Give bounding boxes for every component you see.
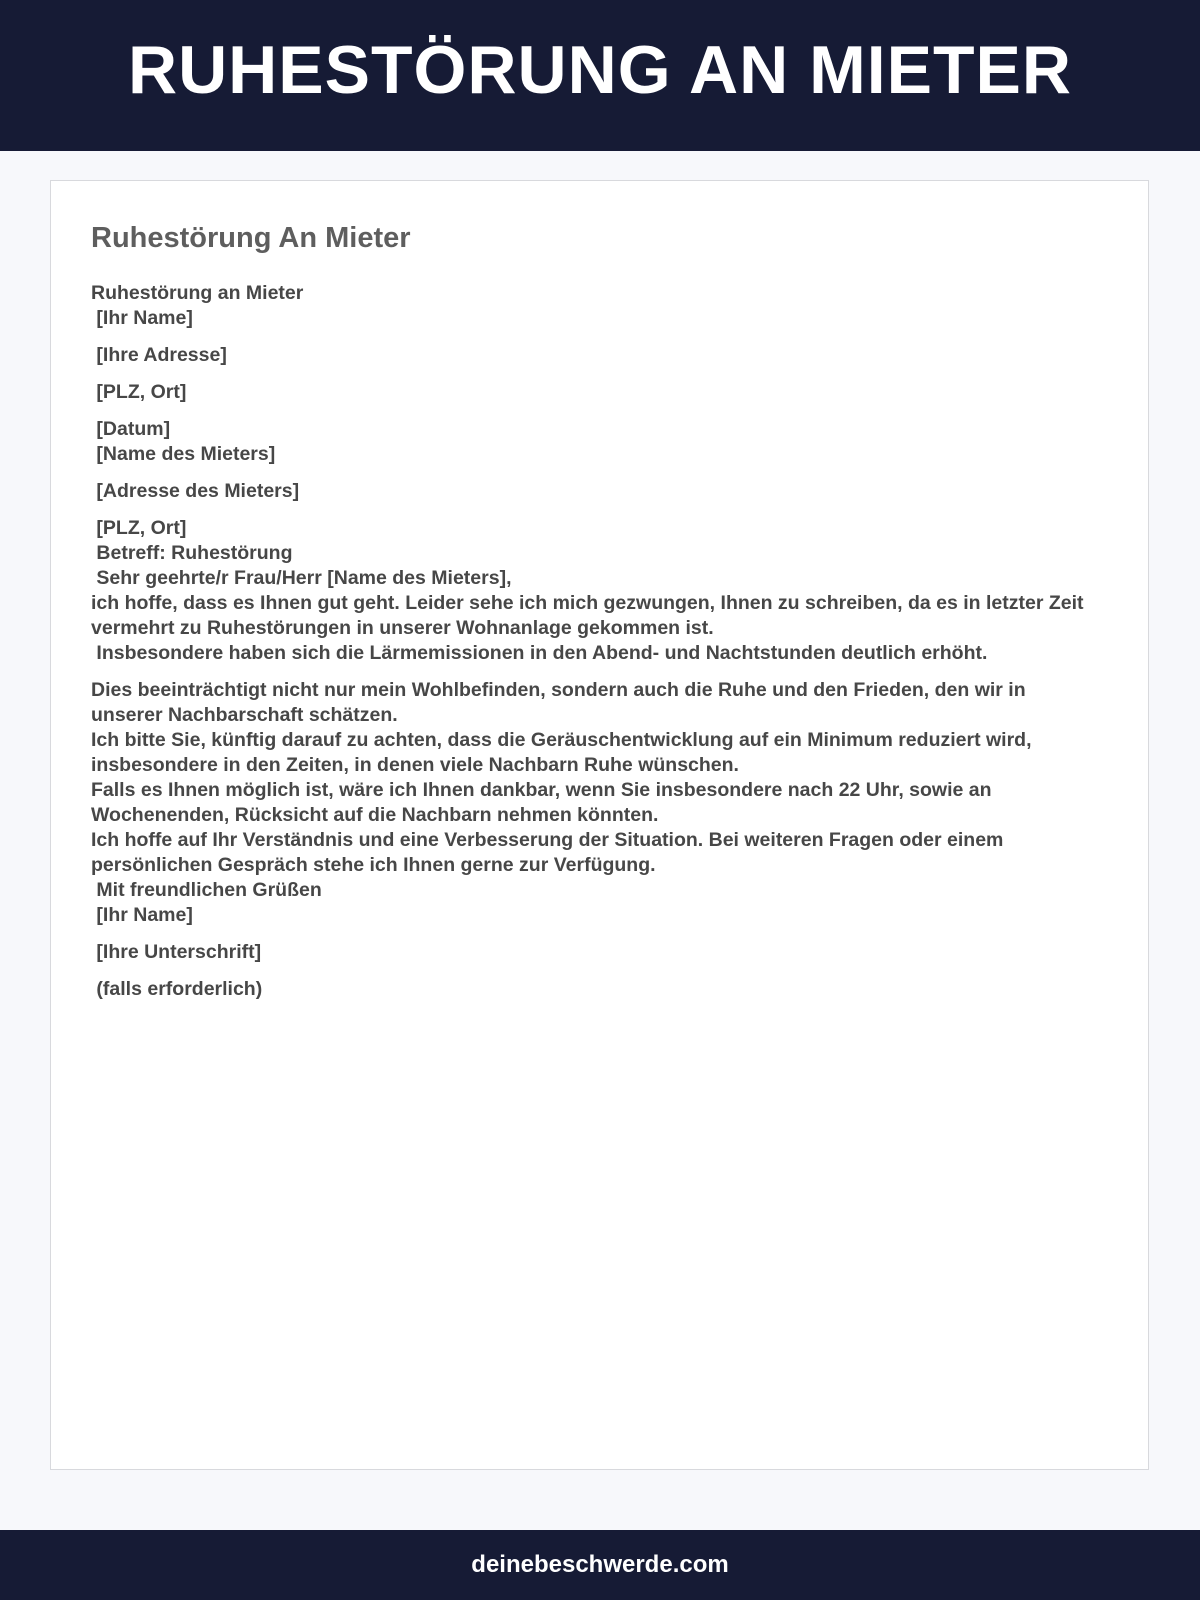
footer-site-link[interactable]: deinebeschwerde.com	[471, 1551, 729, 1578]
letter-paragraph: Ich hoffe auf Ihr Verständnis und eine Verbesserung der Situation. Bei weiteren Fragen oder einem persönlichen Gespräch stehe ich Ihnen gerne zur Verfügung.	[91, 829, 1009, 876]
signature-name: [Ihr Name]	[91, 904, 193, 926]
letter-paragraph: ich hoffe, dass es Ihnen gut geht. Leider sehe ich mich gezwungen, Ihnen zu schreiben, da es in letzter Zeit vermehrt zu Ruhestörungen in unserer Wohnanlage gekommen ist.	[91, 592, 1089, 639]
sender-address: [Ihre Adresse]	[91, 344, 227, 366]
letter-body	[91, 281, 1091, 1002]
letter-regarding: Betreff: Ruhestörung	[91, 542, 293, 564]
letter-paragraph: Falls es Ihnen möglich ist, wäre ich Ihnen dankbar, wenn Sie insbesondere nach 22 Uhr, sowie an Wochenenden, Rücksicht auf die Nachbarn nehmen könnten.	[91, 779, 997, 826]
recipient-city: [PLZ, Ort]	[91, 517, 187, 539]
recipient-name: [Name des Mieters]	[91, 443, 276, 465]
letter-paragraph: Ich bitte Sie, künftig darauf zu achten, dass die Geräuschentwicklung auf ein Minimum reduziert wird, insbesondere in den Zeiten, in denen viele Nachbarn Ruhe wünschen.	[91, 729, 1037, 776]
recipient-address: [Adresse des Mieters]	[91, 480, 300, 502]
header-title: RUHESTÖRUNG AN MIETER	[127, 31, 1073, 108]
letter-paragraph: Insbesondere haben sich die Lärmemissionen in den Abend- und Nachtstunden deutlich erhöht.	[91, 642, 988, 664]
sender-name: [Ihr Name]	[91, 307, 193, 329]
page-footer	[0, 1530, 1200, 1600]
signature-line: [Ihre Unterschrift]	[91, 941, 262, 963]
letter-date: [Datum]	[91, 418, 171, 440]
letter-subject-line: Ruhestörung an Mieter	[91, 282, 304, 304]
letter-paragraph: Dies beeinträchtigt nicht nur mein Wohlbefinden, sondern auch die Ruhe und den Frieden, den wir in unserer Nachbarschaft schätzen.	[91, 679, 1032, 726]
letter-closing: Mit freundlichen Grüßen	[91, 879, 322, 901]
letter-salutation: Sehr geehrte/r Frau/Herr [Name des Mieters],	[91, 567, 512, 589]
signature-note: (falls erforderlich)	[91, 978, 263, 1000]
document-title: Ruhestörung An Mieter	[91, 222, 411, 254]
page-header	[0, 0, 1200, 151]
sender-city: [PLZ, Ort]	[91, 381, 187, 403]
document-card	[50, 180, 1149, 1470]
